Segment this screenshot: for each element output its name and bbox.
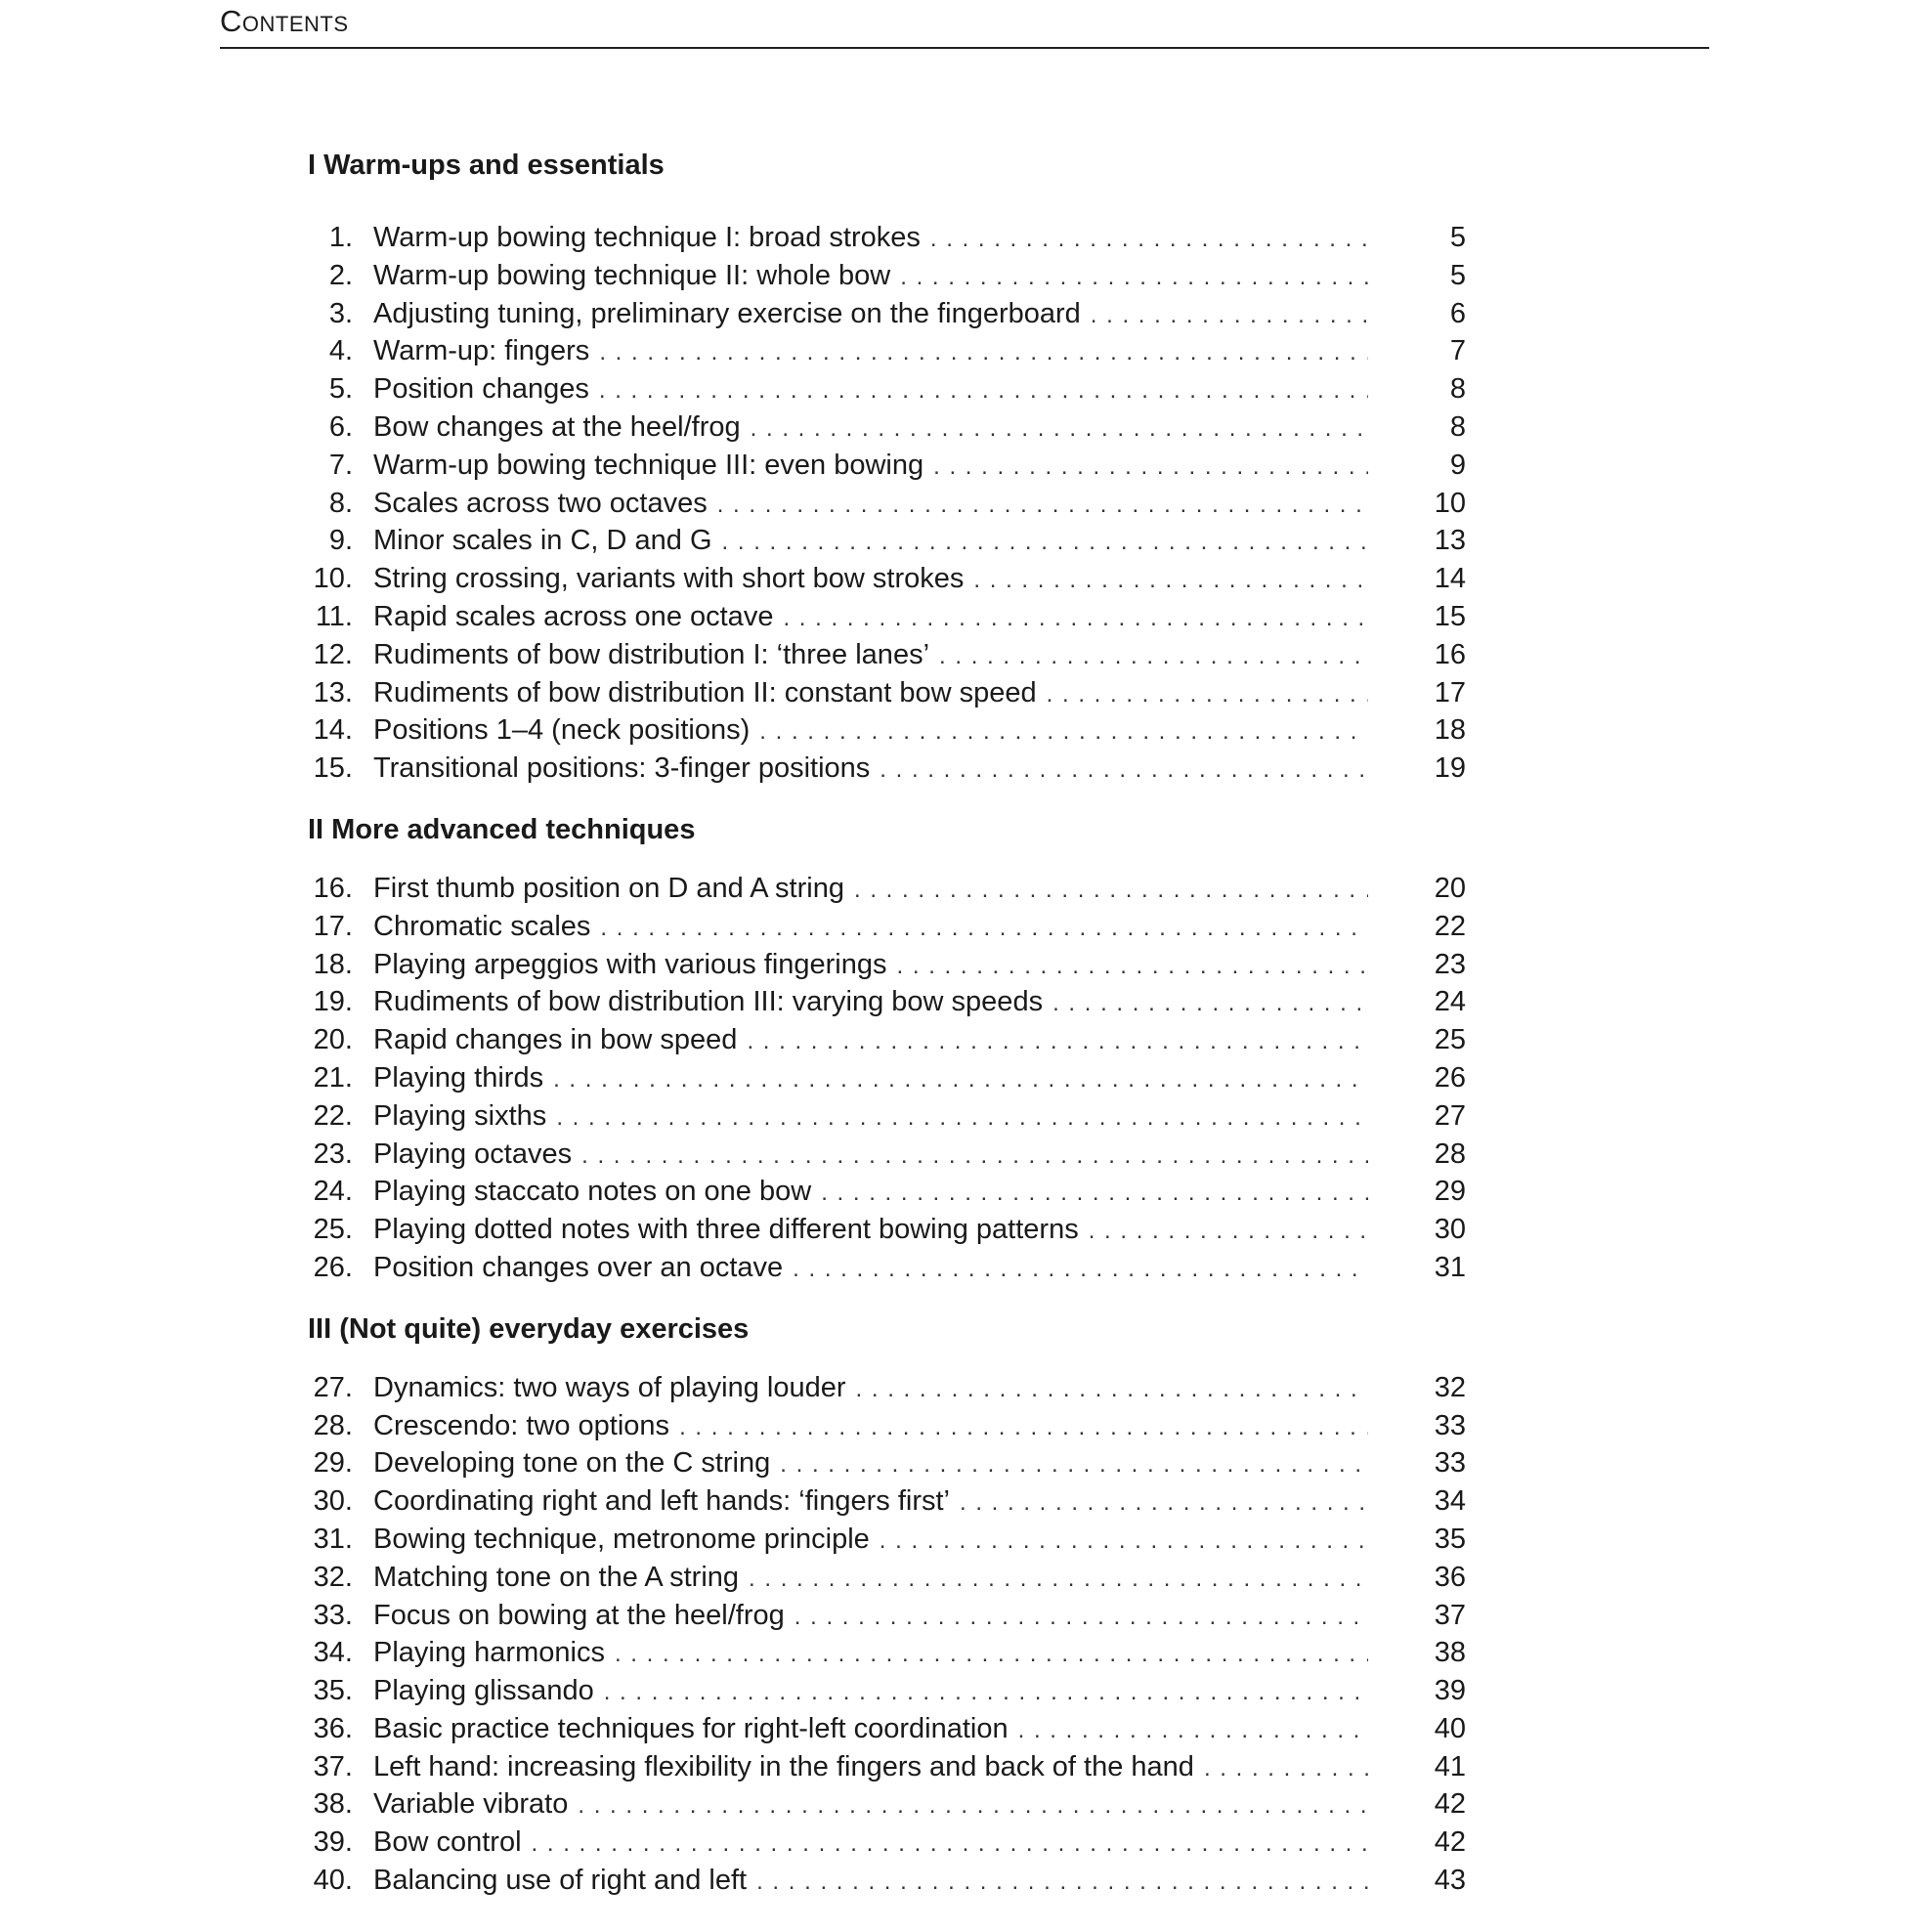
dot-leader: [759, 713, 1368, 751]
toc-section: [308, 811, 1466, 1287]
toc-entry[interactable]: [308, 447, 1466, 485]
toc-entry-title: Warm-up bowing technique I: broad strokes: [373, 222, 921, 253]
dot-leader: [794, 1599, 1368, 1637]
toc-entry-number: 39.: [313, 1826, 353, 1859]
toc-entry[interactable]: [308, 560, 1466, 598]
toc-entry-number: 16.: [313, 872, 353, 904]
toc-entry[interactable]: [308, 295, 1466, 333]
toc-entry-title: Matching tone on the A string: [373, 1561, 740, 1593]
toc-entry-number: 13.: [313, 676, 353, 708]
toc-entry-page-number: 33: [1434, 1409, 1466, 1441]
toc-entry-page-number: 36: [1434, 1561, 1466, 1593]
toc-entry-title: First thumb position on D and A string: [373, 872, 844, 904]
toc-entry[interactable]: [308, 1559, 1466, 1597]
toc-entry-title: Basic practice techniques for right-left coordination: [373, 1712, 1009, 1744]
dot-leader: [1089, 1213, 1368, 1251]
toc-entry-page-number: 16: [1434, 638, 1466, 670]
toc-entry-title: Transitional positions: 3-finger positions: [373, 752, 871, 785]
dot-leader: [821, 1175, 1368, 1213]
toc-entry[interactable]: [308, 908, 1466, 946]
dot-leader: [1204, 1750, 1368, 1788]
toc-entry-number: 15.: [313, 752, 353, 785]
dot-leader: [1052, 985, 1368, 1023]
section-heading: I Warm-ups and essentials: [308, 150, 665, 181]
toc-entry[interactable]: [308, 1021, 1466, 1059]
toc-entry[interactable]: [308, 1862, 1466, 1900]
toc-entry-number: 23.: [313, 1138, 353, 1170]
dot-leader: [1047, 676, 1368, 714]
toc-entry-title: String crossing, variants with short bow strokes: [373, 563, 965, 595]
dot-leader: [556, 1099, 1368, 1138]
dot-leader: [581, 1138, 1368, 1176]
toc-entry-page-number: 22: [1434, 910, 1466, 942]
toc-entry-page-number: 5: [1449, 259, 1466, 291]
toc-entry-number: 8.: [328, 487, 353, 519]
toc-entry[interactable]: [308, 219, 1466, 257]
toc-entry-title: Bowing technique, metronome principle: [373, 1523, 870, 1555]
toc-entry-title: Playing octaves: [373, 1138, 573, 1170]
toc-entry-list: [308, 219, 1466, 788]
dot-leader: [1018, 1712, 1368, 1750]
toc-entry-page-number: 26: [1434, 1061, 1466, 1094]
dot-leader: [930, 221, 1368, 259]
section-heading: II More advanced techniques: [308, 813, 696, 845]
dot-leader: [933, 449, 1368, 487]
toc-entry-number: 14.: [313, 714, 353, 747]
toc-entry-title: Variable vibrato: [373, 1788, 569, 1821]
toc-section: [308, 147, 1466, 788]
toc-entry-number: 25.: [313, 1214, 353, 1246]
dot-leader: [900, 259, 1368, 297]
toc-entry-page-number: 41: [1434, 1750, 1466, 1782]
dot-leader: [578, 1787, 1368, 1825]
toc-entry-page-number: 40: [1434, 1712, 1466, 1744]
toc-entry-number: 33.: [313, 1599, 353, 1631]
toc-entry-title: Rudiments of bow distribution III: varying bow speeds: [373, 986, 1044, 1018]
toc-entry-number: 5.: [328, 373, 353, 406]
dot-leader: [880, 1523, 1368, 1561]
dot-leader: [783, 600, 1368, 638]
toc-entry[interactable]: [308, 1136, 1466, 1174]
toc-entry-title: Playing thirds: [373, 1061, 544, 1094]
toc-entry-title: Playing dotted notes with three different bowing patterns: [373, 1214, 1079, 1246]
toc-entry[interactable]: [308, 1710, 1466, 1748]
toc-entry[interactable]: [308, 1249, 1466, 1287]
toc-entry-number: 34.: [313, 1637, 353, 1669]
dot-leader: [532, 1825, 1368, 1864]
toc-entry-page-number: 19: [1434, 752, 1466, 785]
toc-entry-title: Rapid changes in bow speed: [373, 1024, 738, 1056]
toc-entry[interactable]: [308, 1482, 1466, 1521]
running-head: [220, 4, 1709, 49]
dot-leader: [854, 872, 1368, 910]
toc-entry-title: Minor scales in C, D and G: [373, 525, 712, 557]
toc-entry-page-number: 7: [1449, 335, 1466, 367]
dot-leader: [793, 1251, 1368, 1289]
toc-entry-number: 7.: [328, 449, 353, 481]
toc-entry-number: 19.: [313, 986, 353, 1018]
toc-entry-page-number: 27: [1434, 1099, 1466, 1132]
toc-entry-title: Adjusting tuning, preliminary exercise on the fingerboard: [373, 297, 1081, 329]
toc-entry[interactable]: [308, 408, 1466, 447]
toc-entry-number: 17.: [313, 910, 353, 942]
dot-leader: [960, 1484, 1368, 1523]
toc-entry-number: 31.: [313, 1523, 353, 1555]
dot-leader: [751, 410, 1368, 449]
toc-entry-number: 9.: [328, 525, 353, 557]
toc-entry[interactable]: [308, 1369, 1466, 1407]
toc-entry-number: 24.: [313, 1176, 353, 1208]
toc-entry-number: 20.: [313, 1024, 353, 1056]
toc-entry-page-number: 29: [1434, 1176, 1466, 1208]
section-heading: III (Not quite) everyday exercises: [308, 1312, 750, 1345]
dot-leader: [856, 1371, 1368, 1409]
toc-entry-number: 40.: [313, 1865, 353, 1897]
table-of-contents: [308, 147, 1466, 1900]
toc-entry-number: 2.: [328, 259, 353, 291]
toc-entry-page-number: 8: [1449, 410, 1466, 443]
toc-entry-number: 21.: [313, 1061, 353, 1094]
toc-entry-title: Chromatic scales: [373, 910, 591, 942]
toc-entry-page-number: 17: [1434, 676, 1466, 708]
toc-entry[interactable]: [308, 598, 1466, 636]
toc-entry-number: 6.: [328, 410, 353, 443]
toc-entry[interactable]: [308, 522, 1466, 560]
toc-entry-number: 3.: [328, 297, 353, 329]
toc-entry-page-number: 14: [1434, 563, 1466, 595]
toc-entry[interactable]: [308, 332, 1466, 370]
toc-entry-title: Playing harmonics: [373, 1637, 605, 1669]
toc-entry-number: 4.: [328, 335, 353, 367]
toc-entry-number: 26.: [313, 1251, 353, 1283]
toc-entry-title: Crescendo: two options: [373, 1409, 670, 1441]
toc-entry[interactable]: [308, 1597, 1466, 1635]
toc-entry[interactable]: [308, 983, 1466, 1021]
toc-entry-title: Bow changes at the heel/frog: [373, 410, 741, 443]
toc-entry[interactable]: [308, 1173, 1466, 1211]
toc-entry-title: Rudiments of bow distribution II: constant bow speed: [373, 676, 1037, 708]
toc-entry-page-number: 24: [1434, 986, 1466, 1018]
toc-entry-page-number: 28: [1434, 1138, 1466, 1170]
toc-entry-number: 1.: [328, 222, 353, 253]
toc-entry[interactable]: [308, 1407, 1466, 1445]
dot-leader: [756, 1864, 1368, 1902]
toc-entry-page-number: 43: [1434, 1865, 1466, 1897]
dot-leader: [600, 910, 1368, 948]
toc-entry-title: Playing sixths: [373, 1099, 547, 1132]
toc-entry-list: [308, 870, 1466, 1287]
toc-entry-number: 28.: [313, 1409, 353, 1441]
toc-entry-number: 18.: [313, 948, 353, 980]
toc-entry-page-number: 42: [1434, 1826, 1466, 1859]
toc-entry-title: Developing tone on the C string: [373, 1447, 771, 1480]
toc-entry-title: Warm-up bowing technique III: even bowing: [373, 449, 924, 481]
toc-entry-page-number: 13: [1434, 525, 1466, 557]
toc-entry-number: 30.: [313, 1485, 353, 1518]
toc-entry-title: Scales across two octaves: [373, 487, 708, 519]
dot-leader: [615, 1636, 1368, 1674]
toc-entry-title: Rudiments of bow distribution I: ‘three lanes’: [373, 638, 930, 670]
toc-entry-title: Playing glissando: [373, 1675, 594, 1707]
toc-entry[interactable]: [308, 1748, 1466, 1786]
toc-entry[interactable]: [308, 1059, 1466, 1097]
dot-leader: [1091, 297, 1368, 335]
toc-entry-title: Warm-up: fingers: [373, 335, 590, 367]
toc-entry-title: Focus on bowing at the heel/frog: [373, 1599, 785, 1631]
toc-entry-page-number: 20: [1434, 872, 1466, 904]
toc-entry-title: Coordinating right and left hands: ‘fingers first’: [373, 1485, 950, 1518]
toc-entry-number: 11.: [315, 600, 353, 632]
dot-leader: [722, 524, 1368, 562]
toc-entry[interactable]: [308, 946, 1466, 984]
dot-leader: [604, 1674, 1368, 1712]
dot-leader: [747, 1023, 1368, 1061]
toc-entry-number: 29.: [313, 1447, 353, 1480]
dot-leader: [939, 638, 1368, 676]
toc-entry-page-number: 34: [1434, 1485, 1466, 1518]
dot-leader: [553, 1061, 1368, 1099]
dot-leader: [717, 487, 1368, 525]
toc-entry-number: 37.: [313, 1750, 353, 1782]
toc-entry-page-number: 33: [1434, 1447, 1466, 1480]
toc-section: [308, 1310, 1466, 1900]
toc-entry[interactable]: [308, 485, 1466, 523]
toc-entry-page-number: 30: [1434, 1214, 1466, 1246]
dot-leader: [599, 334, 1368, 372]
toc-entry-page-number: 5: [1449, 222, 1466, 253]
toc-entry-page-number: 31: [1434, 1251, 1466, 1283]
toc-entry[interactable]: [308, 1211, 1466, 1249]
dot-leader: [780, 1446, 1368, 1484]
toc-entry-page-number: 23: [1434, 948, 1466, 980]
toc-entry-page-number: 32: [1434, 1371, 1466, 1403]
toc-entry-title: Position changes: [373, 373, 589, 406]
toc-entry[interactable]: [308, 1672, 1466, 1710]
toc-entry-number: 36.: [313, 1712, 353, 1744]
toc-entry-number: 27.: [313, 1371, 353, 1403]
toc-entry-number: 38.: [313, 1788, 353, 1821]
toc-entry-title: Positions 1–4 (neck positions): [373, 714, 751, 747]
toc-entry-title: Playing staccato notes on one bow: [373, 1176, 812, 1208]
toc-entry[interactable]: [308, 370, 1466, 408]
toc-entry[interactable]: [308, 1444, 1466, 1482]
toc-entry-page-number: 42: [1434, 1788, 1466, 1821]
toc-entry[interactable]: [308, 674, 1466, 712]
toc-entry-page-number: 8: [1449, 373, 1466, 406]
toc-entry-number: 22.: [313, 1099, 353, 1132]
toc-entry[interactable]: [308, 257, 1466, 295]
toc-entry-page-number: 15: [1434, 600, 1466, 632]
dot-leader: [880, 751, 1368, 790]
dot-leader: [897, 948, 1368, 986]
toc-entry-number: 12.: [313, 638, 353, 670]
toc-entry[interactable]: [308, 1785, 1466, 1824]
toc-entry[interactable]: [308, 636, 1466, 674]
toc-entry-number: 10.: [313, 563, 353, 595]
running-head-title: Contents: [220, 4, 349, 38]
toc-entry-page-number: 18: [1434, 714, 1466, 747]
toc-entry-title: Warm-up bowing technique II: whole bow: [373, 259, 891, 291]
toc-entry-page-number: 39: [1434, 1675, 1466, 1707]
toc-entry-page-number: 6: [1449, 297, 1466, 329]
toc-entry-page-number: 25: [1434, 1024, 1466, 1056]
toc-entry-title: Position changes over an octave: [373, 1251, 784, 1283]
toc-entry[interactable]: [308, 1824, 1466, 1862]
toc-entry[interactable]: [308, 711, 1466, 750]
toc-entry-title: Left hand: increasing flexibility in the fingers and back of the hand: [373, 1750, 1194, 1782]
dot-leader: [749, 1561, 1368, 1599]
toc-entry[interactable]: [308, 1521, 1466, 1559]
dot-leader: [679, 1409, 1368, 1447]
toc-entry-number: 35.: [313, 1675, 353, 1707]
toc-entry-title: Balancing use of right and left: [373, 1865, 748, 1897]
toc-entry-page-number: 9: [1449, 449, 1466, 481]
toc-entry[interactable]: [308, 750, 1466, 788]
toc-entry-title: Playing arpeggios with various fingerings: [373, 948, 887, 980]
toc-entry-number: 32.: [313, 1561, 353, 1593]
dot-leader: [973, 562, 1368, 600]
toc-entry[interactable]: [308, 1634, 1466, 1672]
toc-entry-page-number: 37: [1434, 1599, 1466, 1631]
toc-entry[interactable]: [308, 870, 1466, 908]
toc-entry-title: Rapid scales across one octave: [373, 600, 774, 632]
toc-entry-list: [308, 1369, 1466, 1900]
toc-entry-page-number: 38: [1434, 1637, 1466, 1669]
toc-entry-page-number: 35: [1434, 1523, 1466, 1555]
toc-entry[interactable]: [308, 1097, 1466, 1136]
toc-entry-title: Dynamics: two ways of playing louder: [373, 1371, 846, 1403]
dot-leader: [599, 372, 1368, 410]
toc-entry-title: Bow control: [373, 1826, 522, 1859]
toc-entry-page-number: 10: [1434, 487, 1466, 519]
